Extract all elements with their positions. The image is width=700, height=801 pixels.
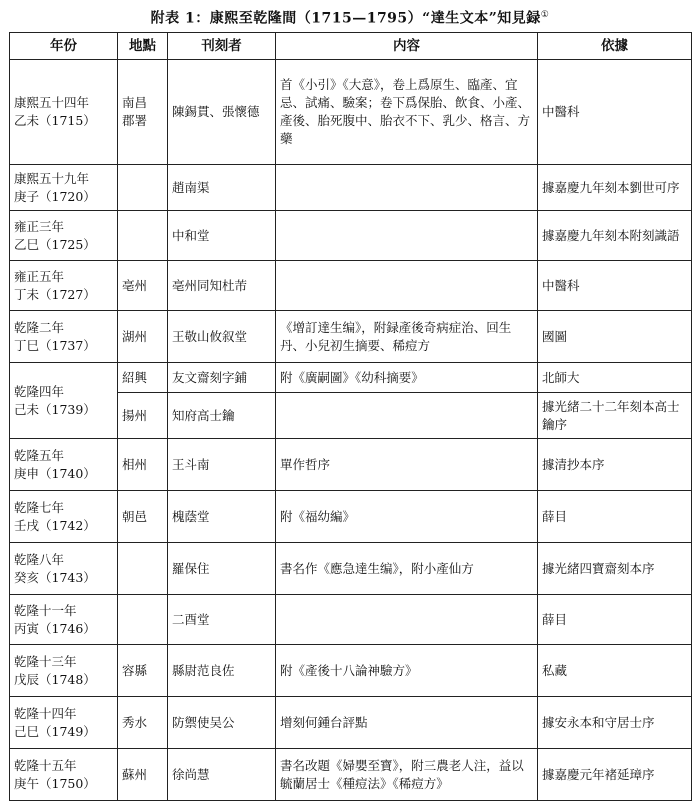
place-cell (118, 165, 168, 211)
table-title-text: 附表 1：康熙至乾隆間（1715—1795）“達生文本”知見録 (150, 10, 541, 27)
printer-cell: 二酉堂 (168, 595, 276, 645)
table-row (10, 749, 692, 801)
source-cell: 據清抄本序 (538, 439, 692, 491)
table-row (10, 363, 692, 393)
content-cell: 增刻何鍾台評點 (276, 697, 538, 749)
printer-cell: 趙南渠 (168, 165, 276, 211)
source-cell: 據光緒二十二年刻本高士鑰序 (538, 393, 692, 439)
year-cell: 乾隆四年 己未（1739） (10, 363, 118, 439)
table-row (10, 439, 692, 491)
table-row (10, 645, 692, 697)
printer-cell: 王敬山攸叙堂 (168, 311, 276, 363)
year-cell: 乾隆十一年 丙寅（1746） (10, 595, 118, 645)
printer-cell: 中和堂 (168, 211, 276, 261)
table-row (10, 60, 692, 165)
source-cell: 據嘉慶元年褚延璋序 (538, 749, 692, 801)
table-row (10, 261, 692, 311)
table-row (10, 697, 692, 749)
source-cell: 據光緒四寶齋刻本序 (538, 543, 692, 595)
printer-cell: 亳州同知杜芾 (168, 261, 276, 311)
table-row (10, 543, 692, 595)
table-row (10, 211, 692, 261)
header-place: 地點 (118, 33, 168, 60)
source-cell: 國圖 (538, 311, 692, 363)
year-cell: 雍正三年 乙巳（1725） (10, 211, 118, 261)
table-row (10, 595, 692, 645)
content-cell (276, 211, 538, 261)
content-cell (276, 393, 538, 439)
printer-cell: 陳錫貫、張懷德 (168, 60, 276, 165)
source-cell: 中醫科 (538, 60, 692, 165)
source-cell: 薛目 (538, 491, 692, 543)
source-cell: 私藏 (538, 645, 692, 697)
table-title (0, 0, 700, 30)
place-cell: 容縣 (118, 645, 168, 697)
printer-cell: 徐尚慧 (168, 749, 276, 801)
header-printer: 刊刻者 (168, 33, 276, 60)
source-cell: 據嘉慶九年刻本附刻識語 (538, 211, 692, 261)
content-cell: 附《產後十八論神驗方》 (276, 645, 538, 697)
year-cell: 乾隆十五年 庚午（1750） (10, 749, 118, 801)
year-cell: 雍正五年 丁未（1727） (10, 261, 118, 311)
content-cell: 單作哲序 (276, 439, 538, 491)
printer-cell: 槐蔭堂 (168, 491, 276, 543)
content-cell (276, 595, 538, 645)
content-cell: 《增訂達生编》，附録產後奇病症治、回生丹、小兒初生摘要、稀痘方 (276, 311, 538, 363)
content-cell: 書名作《應急達生编》，附小產仙方 (276, 543, 538, 595)
content-cell: 附《福幼編》 (276, 491, 538, 543)
content-cell (276, 261, 538, 311)
source-cell: 薛目 (538, 595, 692, 645)
place-cell: 秀水 (118, 697, 168, 749)
place-cell: 朝邑 (118, 491, 168, 543)
table-row (10, 311, 692, 363)
year-cell: 康熙五十九年 庚子（1720） (10, 165, 118, 211)
printer-cell: 知府高士鑰 (168, 393, 276, 439)
year-cell: 乾隆十三年 戊辰（1748） (10, 645, 118, 697)
printer-cell: 防禦使吴公 (168, 697, 276, 749)
year-cell: 乾隆八年 癸亥（1743） (10, 543, 118, 595)
place-cell: 揚州 (118, 393, 168, 439)
table-row (10, 165, 692, 211)
printer-cell: 友文齋刻字鋪 (168, 363, 276, 393)
source-cell: 據安永本和守居士序 (538, 697, 692, 749)
place-cell: 湖州 (118, 311, 168, 363)
data-table (9, 32, 692, 801)
place-cell: 亳州 (118, 261, 168, 311)
place-cell (118, 543, 168, 595)
printer-cell: 縣尉范良佐 (168, 645, 276, 697)
year-cell: 乾隆二年 丁巳（1737） (10, 311, 118, 363)
footnote-marker: ① (540, 10, 550, 20)
content-cell: 首《小引》《大意》，卷上爲原生、臨產、宜忌、試痛、驗案；卷下爲保胎、飲食、小產、產後、胎死腹中、胎衣不下、乳少、格言、方藥 (276, 60, 538, 165)
place-cell: 紹興 (118, 363, 168, 393)
source-cell: 北師大 (538, 363, 692, 393)
header-source: 依據 (538, 33, 692, 60)
year-cell: 乾隆五年 庚申（1740） (10, 439, 118, 491)
place-cell (118, 595, 168, 645)
printer-cell: 王斗南 (168, 439, 276, 491)
place-cell: 蘇州 (118, 749, 168, 801)
content-cell (276, 165, 538, 211)
header-row (10, 33, 692, 60)
source-cell: 據嘉慶九年刻本劉世可序 (538, 165, 692, 211)
printer-cell: 羅保住 (168, 543, 276, 595)
source-cell: 中醫科 (538, 261, 692, 311)
place-cell (118, 211, 168, 261)
place-cell: 相州 (118, 439, 168, 491)
year-cell: 乾隆七年 壬戌（1742） (10, 491, 118, 543)
year-cell: 乾隆十四年 己巳（1749） (10, 697, 118, 749)
header-content: 内容 (276, 33, 538, 60)
place-cell: 南昌 郡署 (118, 60, 168, 165)
year-cell: 康熙五十四年 乙未（1715） (10, 60, 118, 165)
content-cell: 書名改題《婦嬰至寶》，附三農老人注，益以毓蘭居士《種痘法》《稀痘方》 (276, 749, 538, 801)
header-year: 年份 (10, 33, 118, 60)
table-row (10, 491, 692, 543)
content-cell: 附《廣嗣圖》《幼科摘要》 (276, 363, 538, 393)
